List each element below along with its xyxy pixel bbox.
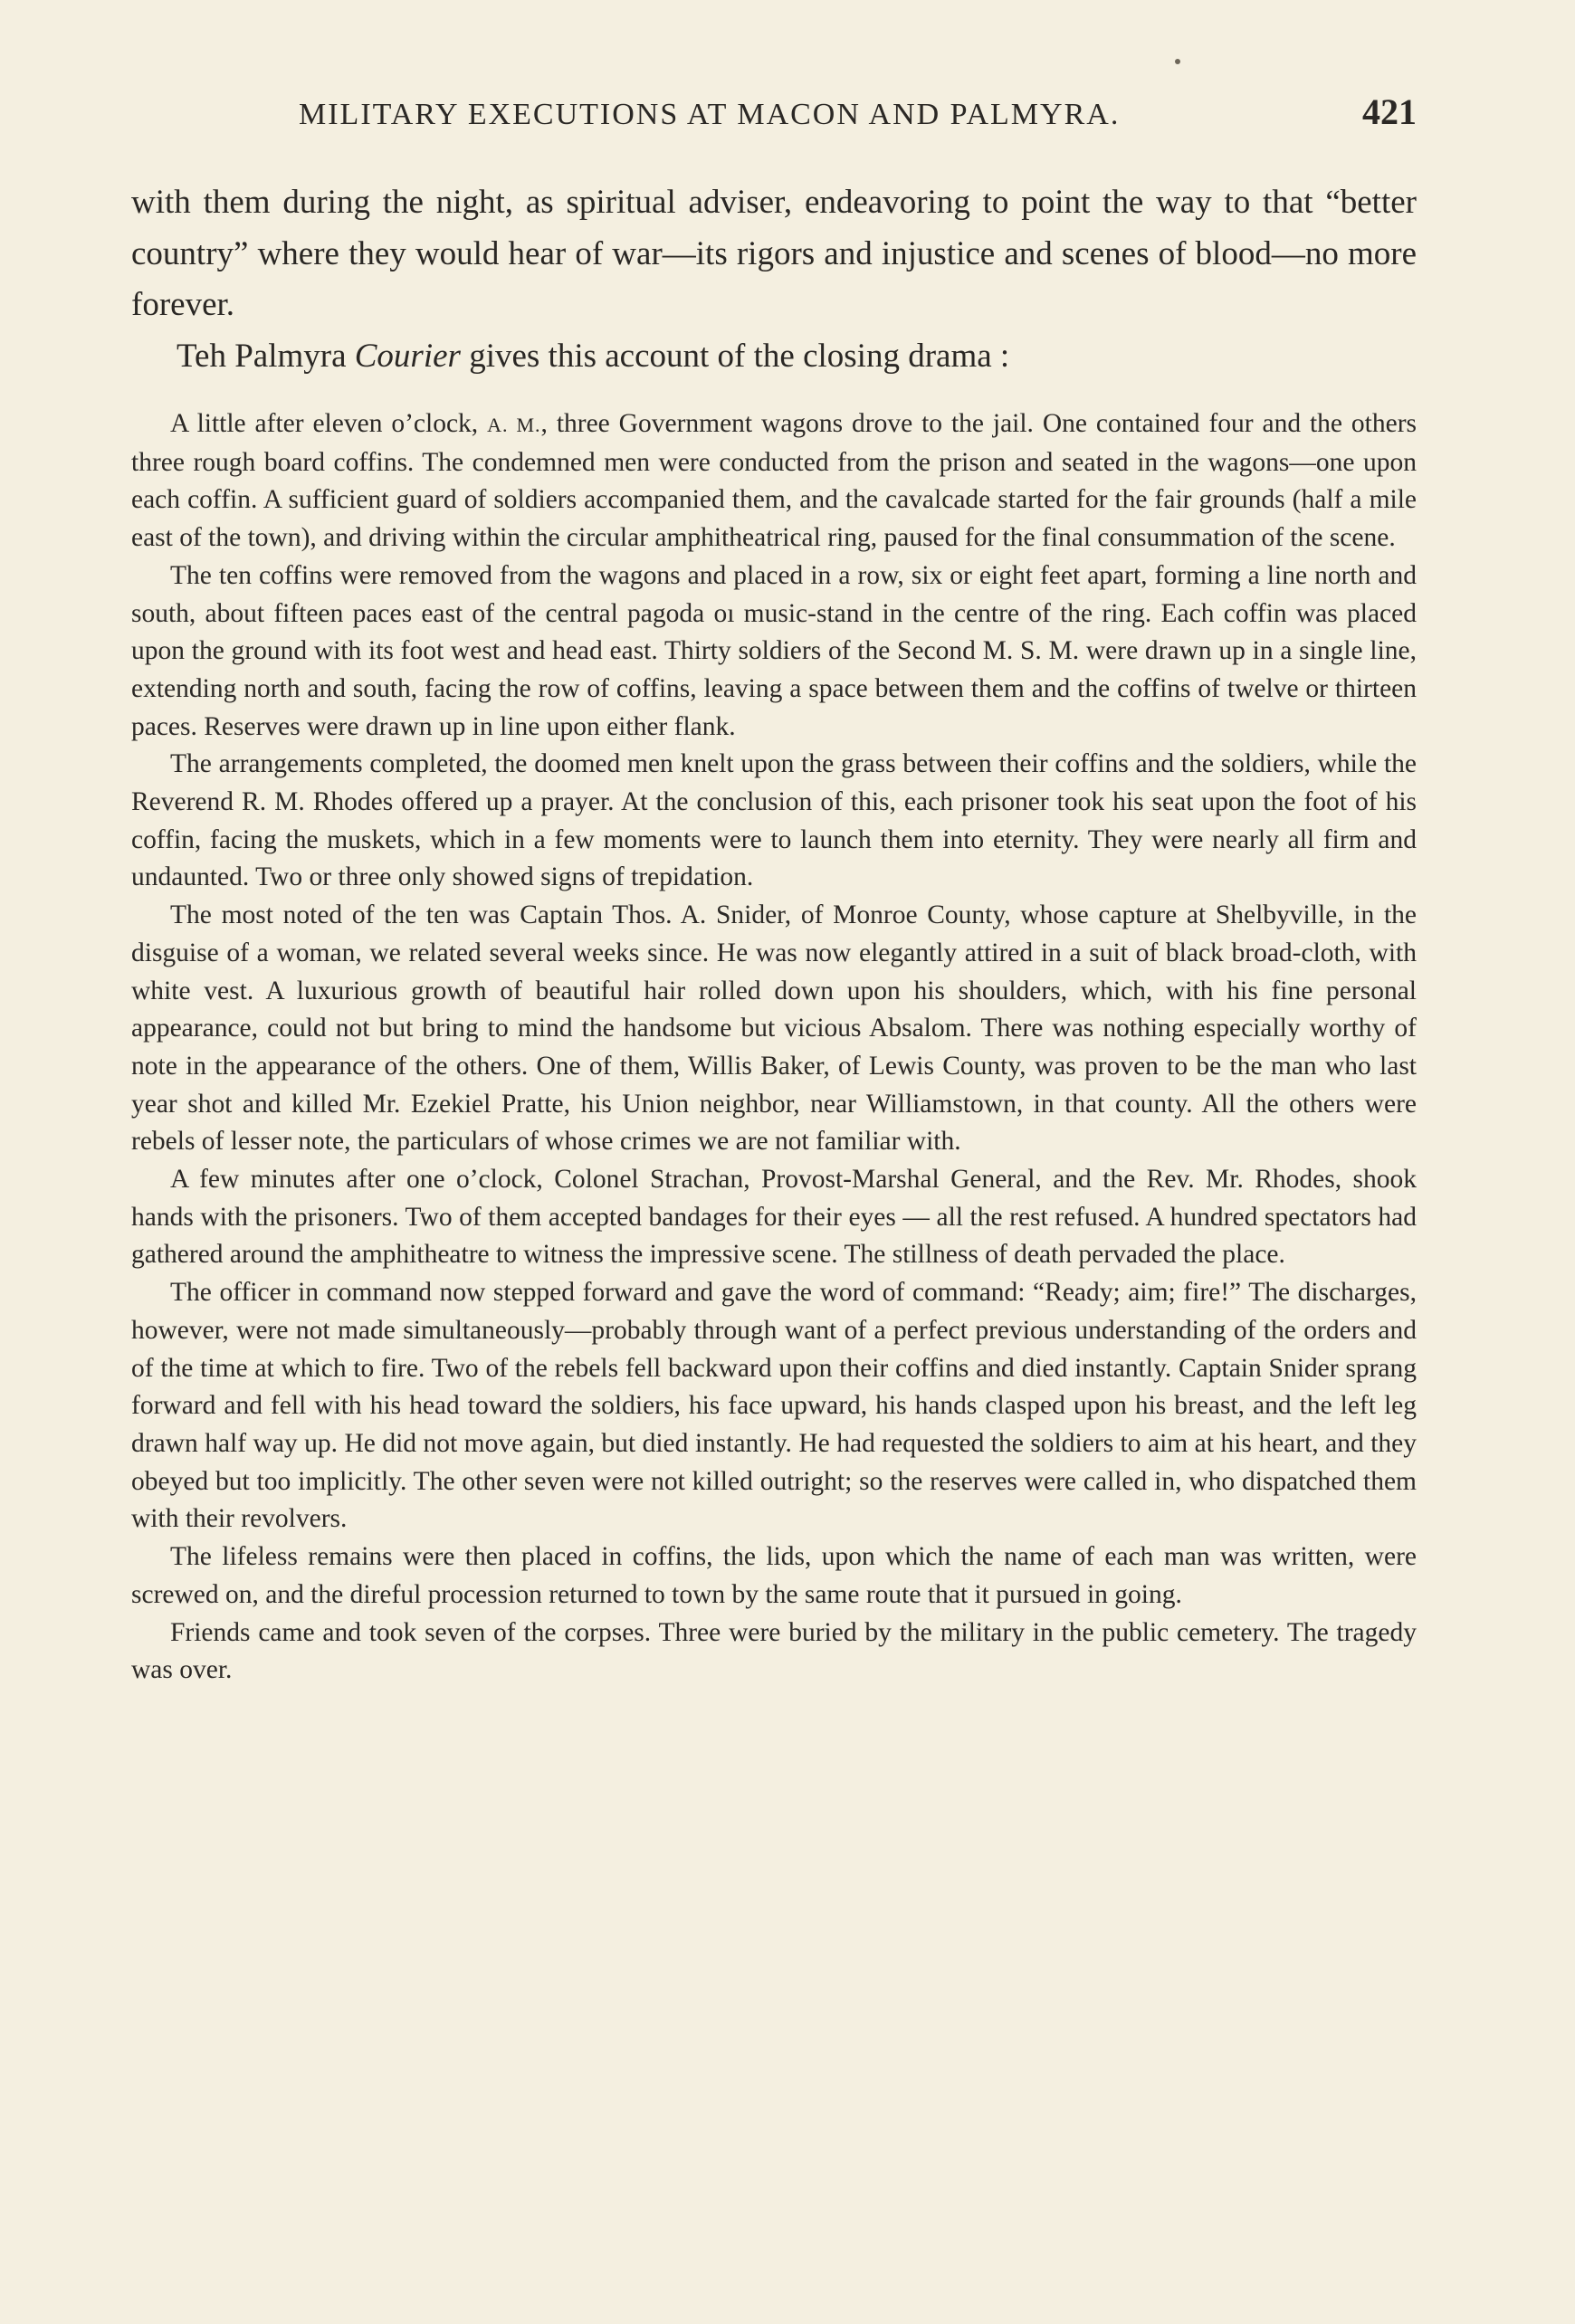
intro-paragraph-2 [131, 331, 1417, 383]
intro-p2-before: Teh Palmyra [177, 337, 355, 375]
quote-paragraph-2: The ten coffins were removed from the wagons and placed in a row, six or eight feet apart, forming a line north and south, about fifteen paces east of the central pagoda oı music-stand in the centre of the ring. Each coffin was placed upon the ground with its foot west and head east. Thirty soldiers of the Second M. S. M. were drawn up in a single line, extending north and south, facing the row of coffins, leaving a space between them and the coffins of twelve or thirteen paces. Reserves were drawn up in line upon either flank. [131, 560, 1417, 741]
intro-text [131, 177, 1417, 382]
quote-p1-rest: , three Government wagons drove to the jail. One contained four and the others three rough board coffins. The condemned men were conducted from the prison and seated in the wagons—one upon each coffin. A sufficient guard of soldiers accompanied them, and the cavalcade started for the fair grounds (half a mile east of the town), and driving within the circular amphitheatrical ring, paused for the final consummation of the scene. [131, 409, 1417, 553]
quote-p1-start: A little after eleven o’clock, [170, 409, 488, 438]
running-head [131, 90, 1417, 145]
running-title: MILITARY EXECUTIONS AT MACON AND PALMYRA. [299, 98, 1121, 131]
quote-paragraph-5: A few minutes after one o’clock, Colonel Strachan, Provost-Marshal General, and the Rev. Mr. Rhodes, shook hands with the prisoners. Two of them accepted bandages for their eyes — all the rest refused. A hundred spectators had gathered around the amphitheatre to witness the impressive scene. The stillness of death pervaded the place. [131, 1165, 1417, 1270]
page-number: 421 [1362, 91, 1417, 132]
quote-paragraph-4: The most noted of the ten was Captain Thos. A. Snider, of Monroe County, whose capture at Shelbyville, in the disguise of a woman, we related several weeks since. He was now elegantly attired in a suit of black broad-cloth, with white vest. A luxurious growth of beautiful hair rolled down upon his shoulders, which, with his fine personal appearance, could not but bring to mind the handsome but vicious Absalom. There was nothing especially worthy of note in the appearance of the others. One of them, Willis Baker, of Lewis County, was proven to be the man who last year shot and killed Mr. Ezekiel Pratte, his Union neighbor, near Williamstown, in that county. All the others were rebels of lesser note, the particulars of whose crimes we are not familiar with. [131, 900, 1417, 1157]
newspaper-name: Courier [354, 337, 461, 375]
quote-paragraph-6: The officer in command now stepped forward and gave the word of command: “Ready; aim; fire!” The discharges, however, were not made simultaneously—probably through want of a perfect previous understanding of the orders and of the time at which to fire. Two of the rebels fell backward upon their coffins and died instantly. Captain Snider sprang forward and fell with his head toward the soldiers, his face upward, his hands clasped upon his breast, and the left leg drawn half way up. He did not move again, but died instantly. He had requested the soldiers to aim at his heart, and they obeyed but too implicitly. The other seven were not killed outright; so the reserves were called in, who dispatched them with their revolvers. [131, 1278, 1417, 1534]
quote-paragraph-1 [131, 405, 1417, 557]
intro-paragraph-1: with them during the night, as spiritual adviser, endeavoring to point the way to that “better country” where they would hear of war—its rigors and injustice and scenes of blood—no more forever. [131, 184, 1417, 323]
intro-p2-after: gives this account of the closing drama : [460, 337, 1010, 375]
ink-speck [1175, 59, 1180, 64]
quote-paragraph-3: The arrangements completed, the doomed men knelt upon the grass between their coffins and the soldiers, while the Reverend R. M. Rhodes offered up a prayer. At the conclusion of this, each prisoner took his seat upon the foot of his coffin, facing the muskets, which in a few moments were to launch them into eternity. They were nearly all firm and undaunted. Two or three only showed signs of trepidation. [131, 749, 1417, 892]
quote-paragraph-8: Friends came and took seven of the corpses. Three were buried by the military in the public cemetery. The tragedy was over. [131, 1617, 1417, 1685]
quote-paragraph-7: The lifeless remains were then placed in coffins, the lids, upon which the name of each man was written, were screwed on, and the direful procession returned to town by the same route that it pursued in going. [131, 1542, 1417, 1609]
quoted-account [131, 405, 1417, 1690]
quote-p1-am: A. M. [487, 414, 541, 436]
